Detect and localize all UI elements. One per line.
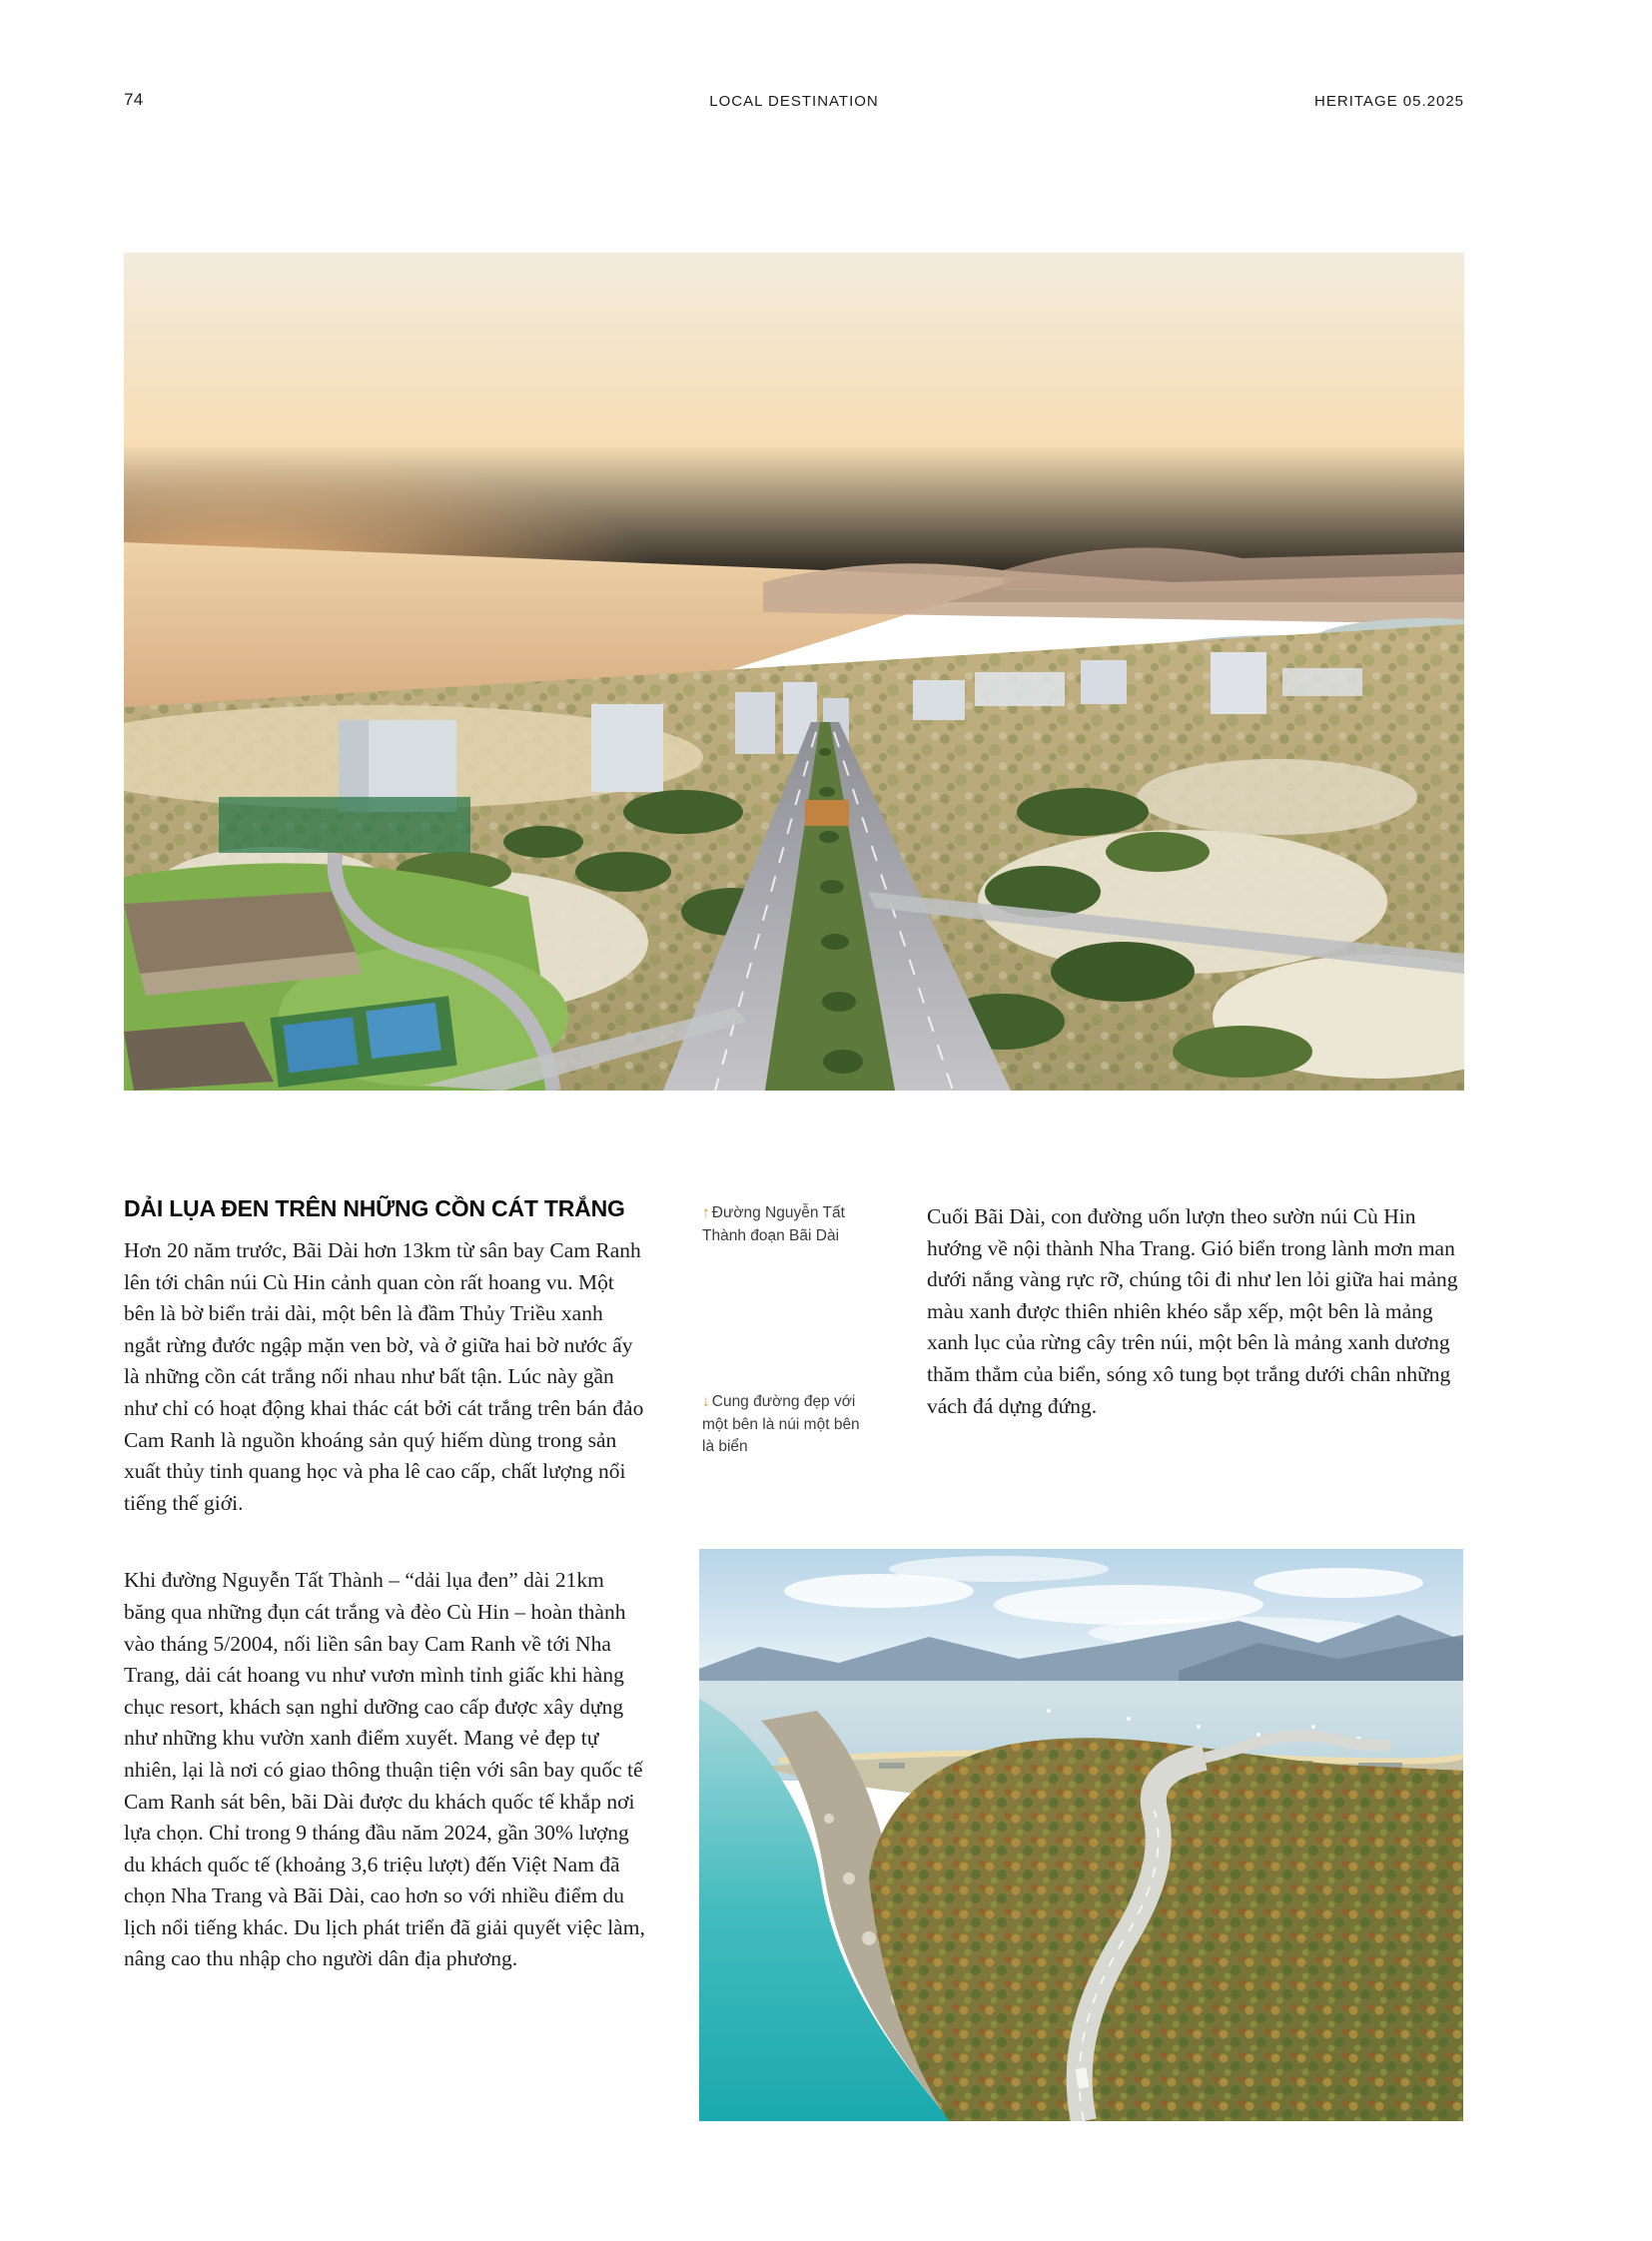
- article-heading: DẢI LỤA ĐEN TRÊN NHỮNG CỒN CÁT TRẮNG: [124, 1195, 625, 1221]
- down-arrow-icon: ↓: [702, 1393, 710, 1410]
- up-arrow-icon: ↑: [702, 1204, 710, 1221]
- top-photo-illustration: [124, 253, 1464, 1091]
- paragraph-2: Khi đường Nguyễn Tất Thành – “dải lụa đen” dài 21km băng qua những đụn cát trắng và đèo Cù Hin – hoàn thành vào tháng 5/2004, nối liền sân bay Cam Ranh về tới Nha Trang, dải cát hoang vu như vươn mình tỉnh giấc khi hàng chục resort, khách sạn nghỉ dưỡng cao cấp được xây dựng như những khu vườn xanh điểm xuyết. Mang vẻ đẹp tự nhiên, lại là nơi có giao thông thuận tiện với sân bay quốc tế Cam Ranh sát bên, bãi Dài được du khách quốc tế khắp nơi lựa chọn. Chỉ trong 9 tháng đầu năm 2024, gần 30% lượng du khách quốc tế (khoảng 3,6 triệu lượt) đến Việt Nam đã chọn Nha Trang và Bãi Dài, cao hơn so với nhiều điểm du lịch nổi tiếng khác. Du lịch phát triển đã giải quyết việc làm, nâng cao thu nhập cho người dân địa phương.: [124, 1568, 645, 1971]
- top-photo-bai-dai-road: [124, 253, 1464, 1091]
- bottom-photo-cu-hin-pass: [699, 1549, 1463, 2121]
- caption-bottom-text: Cung đường đẹp với một bên là núi một bên là biển: [702, 1393, 860, 1455]
- driving-range-net: [219, 797, 470, 853]
- paragraph-3: Cuối Bãi Dài, con đường uốn lượn theo sườn núi Cù Hin hướng về nội thành Nha Trang. Gió biển trong lành mơn man dưới nắng vàng rực rỡ, chúng tôi đi như len lỏi giữa hai mảng màu xanh được thiên nhiên khéo sắp xếp, một bên là mảng xanh lục của rừng cây trên núi, một bên là mảng xanh dương thăm thẳm của biển, sóng xô tung bọt trắng dưới chân những vách đá dựng đứng.: [927, 1204, 1458, 1418]
- page-number: 74: [124, 90, 144, 109]
- article-right-column: [927, 1194, 1464, 1422]
- bottom-photo-illustration: [699, 1549, 1463, 2121]
- caption-top-photo: [702, 1202, 874, 1247]
- gate-arch: [805, 800, 849, 826]
- issue-label: HERITAGE 05.2025: [1314, 93, 1464, 110]
- caption-top-text: Đường Nguyễn Tất Thành đoạn Bãi Dài: [702, 1204, 845, 1244]
- caption-bottom-photo: [702, 1391, 874, 1459]
- paragraph-1: Hơn 20 năm trước, Bãi Dài hơn 13km từ sân bay Cam Ranh lên tới chân núi Cù Hin cảnh quan còn rất hoang vu. Một bên là bờ biển trải dài, một bên là đầm Thủy Triều xanh ngắt rừng đước ngập mặn ven bờ, và ở giữa hai bờ nước ấy là những cồn cát trắng nối nhau như bất tận. Lúc này gần như chỉ có hoạt động khai thác cát bởi cát trắng trên bán đảo Cam Ranh là nguồn khoáng sản quý hiếm dùng trong sản xuất thủy tinh quang học và pha lê cao cấp, chất lượng nổi tiếng thế giới.: [124, 1238, 644, 1515]
- article-left-column: [124, 1194, 645, 1975]
- section-title: LOCAL DESTINATION: [709, 93, 879, 110]
